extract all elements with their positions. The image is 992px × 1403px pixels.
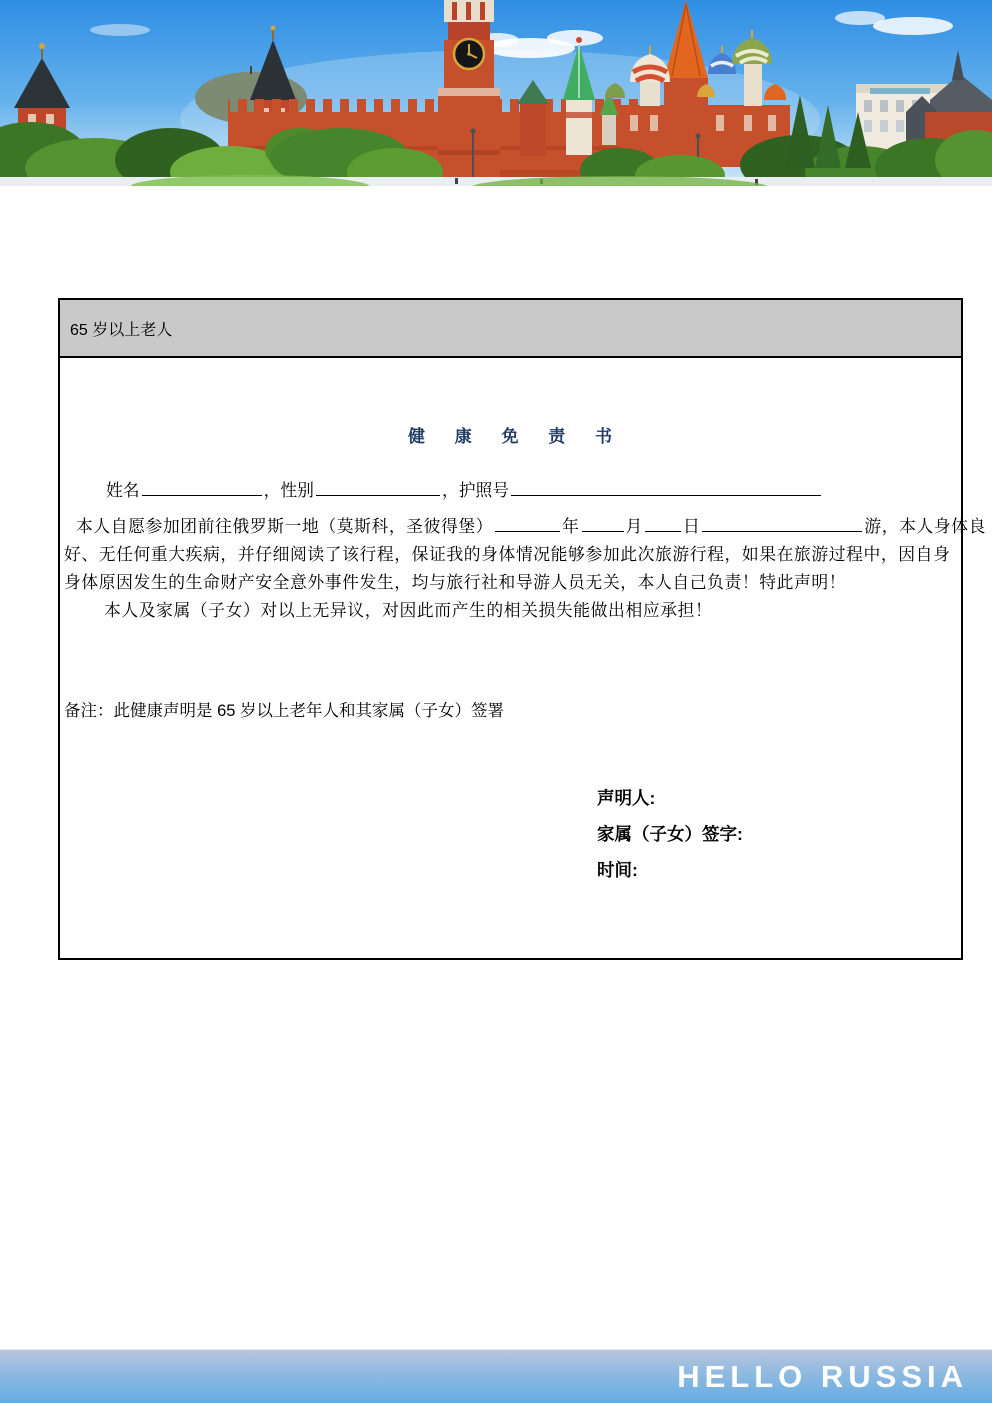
box-header-label: 65 岁以上老人 <box>70 321 173 339</box>
year-label: 年 <box>562 517 580 536</box>
line1-pre: 本人自愿参加团前往俄罗斯一地（莫斯科，圣彼得堡） <box>76 517 494 536</box>
time-label: 时间: <box>597 860 638 880</box>
day-label: 日 <box>682 517 701 536</box>
name-blank-field <box>142 477 262 496</box>
brand-logo: HELLO RUSSIA <box>677 1358 968 1394</box>
paragraph-line-2: 好、无任何重大疾病，并仔细阅读了该行程，保证我的身体情况能够参加此次旅游行程，如果在旅游过程中，因自身 <box>64 545 951 564</box>
paragraph-line-3: 身体原因发生的生命财产安全意外事件发生，均与旅行社和导游人员无关，本人自己负责！特此声明！ <box>64 573 847 592</box>
declaration-paragraph <box>64 513 986 625</box>
family-signature-label: 家属（子女）签字: <box>597 824 743 844</box>
declarant-signature-label: 声明人: <box>597 788 656 808</box>
hero-image <box>0 0 992 186</box>
year-blank-field <box>495 513 560 532</box>
health-disclaimer-box <box>58 298 986 960</box>
form-line <box>106 477 823 501</box>
paragraph-line-1 <box>64 513 986 541</box>
footer-banner <box>0 1349 992 1403</box>
box-body <box>60 358 986 956</box>
gender-label: ，性别 <box>263 481 314 500</box>
paragraph-line-4: 本人及家属（子女）对以上无异议，对因此而产生的相关损失能做出相应承担！ <box>104 601 713 620</box>
document-title: 健 康 免 责 书 <box>408 427 613 446</box>
passport-blank-field <box>511 477 821 496</box>
month-blank-field <box>582 513 624 532</box>
tour-blank-field <box>702 513 862 532</box>
line1-post: 游，本人身体良 <box>864 517 986 536</box>
box-header <box>60 300 961 358</box>
month-label: 月 <box>625 517 643 536</box>
signature-block <box>597 780 743 888</box>
moscow-panorama-illustration <box>0 0 992 186</box>
name-label: 姓名 <box>106 481 140 500</box>
remark-line: 备注：此健康声明是 65 岁以上老年人和其家属（子女）签署 <box>64 702 505 720</box>
gender-blank-field <box>316 477 440 496</box>
day-blank-field <box>645 513 681 532</box>
passport-label: ，护照号 <box>441 481 510 500</box>
